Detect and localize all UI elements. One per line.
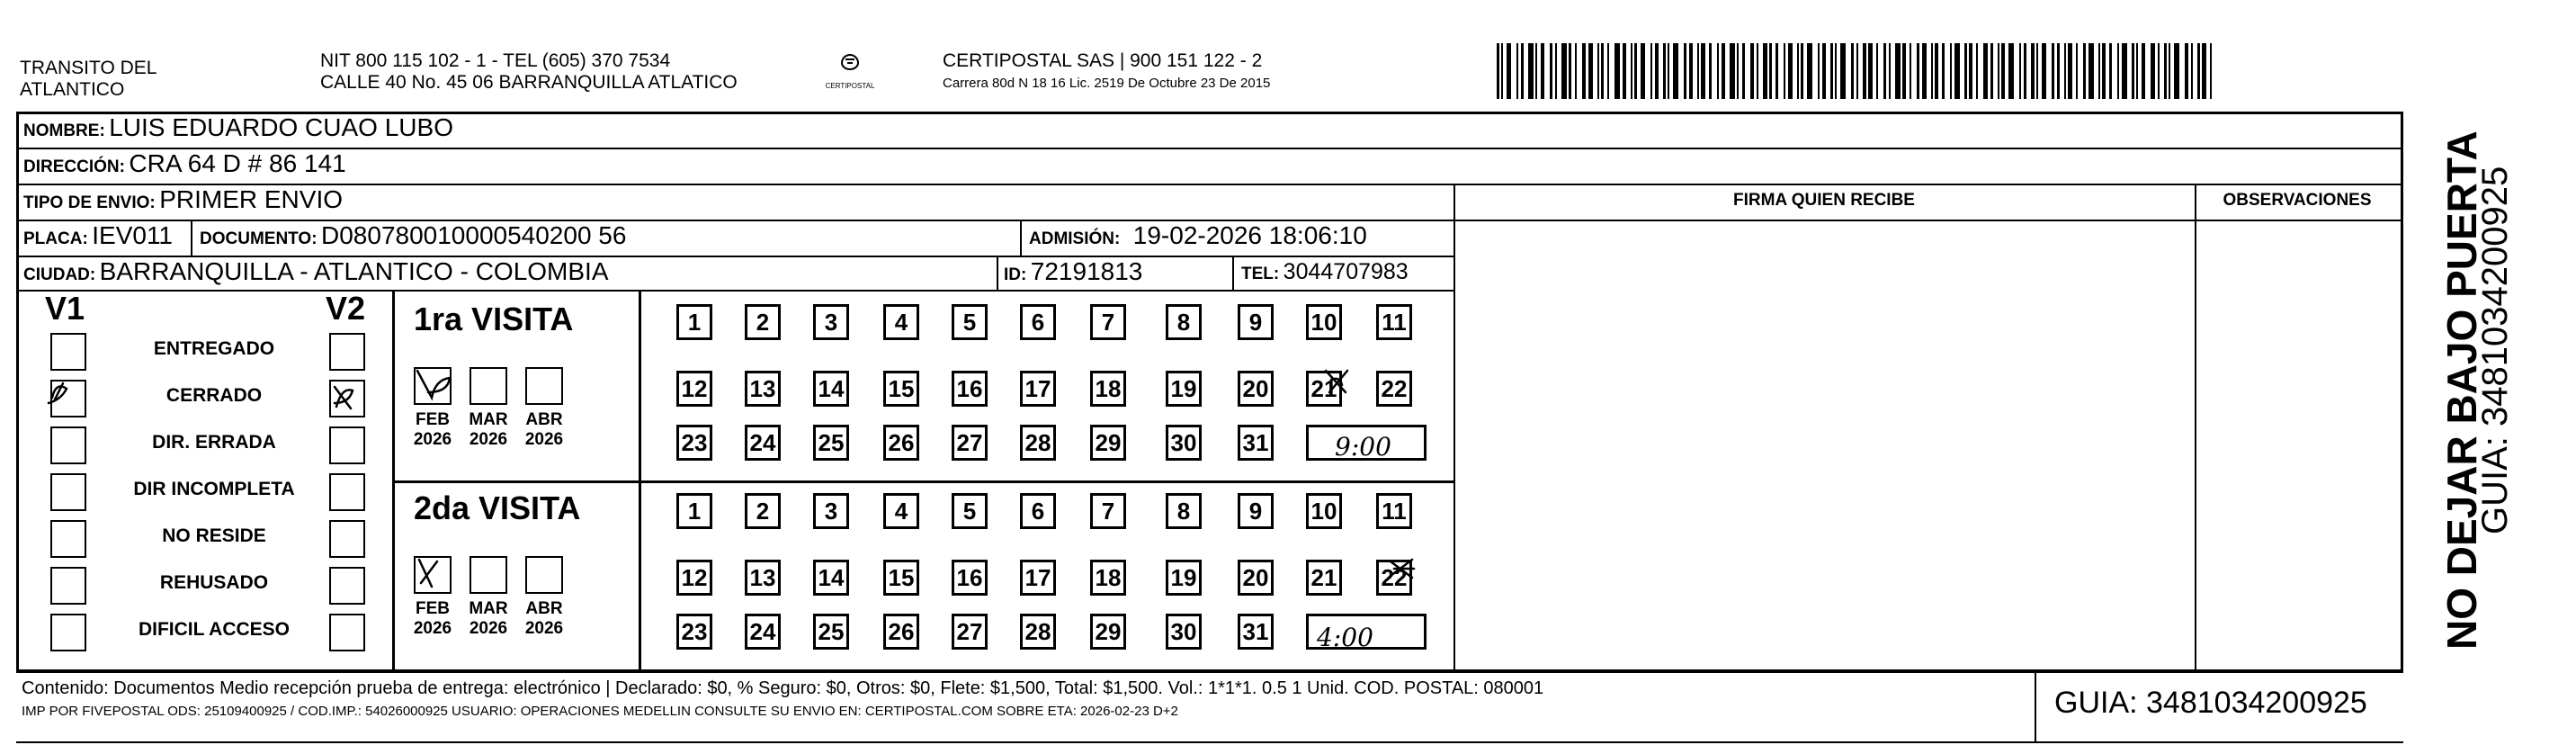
direccion-value: CRA 64 D # 86 141 bbox=[129, 149, 346, 177]
year-label: 2026 bbox=[469, 619, 508, 638]
barcode-bar bbox=[2008, 43, 2014, 99]
first-visit-title: 1ra VISITA bbox=[414, 301, 574, 337]
month-year bbox=[466, 599, 511, 639]
month-year bbox=[410, 599, 455, 639]
barcode-bar bbox=[2210, 43, 2212, 99]
barcode-bar bbox=[2036, 43, 2038, 99]
barcode-bar bbox=[1964, 43, 1967, 99]
barcode-bar bbox=[1516, 43, 1518, 99]
day-box[interactable]: 5 bbox=[952, 304, 988, 340]
v2-checkbox[interactable] bbox=[329, 380, 365, 417]
barcode-bar bbox=[2158, 43, 2160, 99]
month-year bbox=[410, 410, 455, 450]
barcode-bar bbox=[2197, 43, 2200, 99]
day-box[interactable]: 19 bbox=[1166, 371, 1202, 407]
day-box[interactable]: 26 bbox=[883, 614, 919, 650]
barcode-bar bbox=[1876, 43, 1878, 99]
barcode-bar bbox=[1709, 43, 1712, 99]
barcode-bar bbox=[2052, 43, 2054, 99]
barcode-bar bbox=[1717, 43, 1719, 99]
month-label: FEB bbox=[416, 599, 450, 618]
barcode-bar bbox=[1840, 43, 1846, 99]
side-text bbox=[2403, 112, 2520, 673]
sender-info bbox=[320, 50, 738, 94]
footer-guia: GUIA: 3481034200925 bbox=[2054, 686, 2367, 720]
day-box[interactable]: 1 bbox=[676, 304, 712, 340]
month-year bbox=[466, 410, 511, 450]
barcode-bar bbox=[1597, 43, 1599, 99]
ciudad-field bbox=[23, 257, 609, 286]
barcode bbox=[1497, 43, 2222, 99]
barcode-bar bbox=[1737, 43, 1739, 99]
month-checkbox[interactable] bbox=[414, 556, 452, 594]
month-label: MAR bbox=[469, 599, 508, 618]
day-box[interactable]: 19 bbox=[1166, 560, 1202, 596]
barcode-bar bbox=[2076, 43, 2078, 99]
barcode-bar bbox=[1856, 43, 1858, 99]
month-checkbox[interactable] bbox=[525, 367, 563, 405]
barcode-bar bbox=[1528, 43, 1534, 99]
barcode-bar bbox=[2042, 43, 2046, 99]
barcode-bar bbox=[1634, 43, 1637, 99]
day-box[interactable]: 13 bbox=[745, 371, 781, 407]
v1-label: V1 bbox=[45, 290, 85, 327]
barcode-bar bbox=[2024, 43, 2026, 99]
id-label: ID: bbox=[1004, 265, 1027, 284]
barcode-bar bbox=[1575, 43, 1577, 99]
barcode-bar bbox=[1684, 43, 1686, 99]
barcode-bar bbox=[1954, 43, 1960, 99]
documento-value: D080780010000540200 56 bbox=[321, 221, 627, 249]
barcode-bar bbox=[1697, 43, 1699, 99]
day-box[interactable]: 28 bbox=[1020, 614, 1056, 650]
barcode-bar bbox=[2064, 43, 2066, 99]
year-label: 2026 bbox=[413, 619, 452, 638]
barcode-bar bbox=[1507, 43, 1511, 99]
day-box[interactable]: 29 bbox=[1090, 614, 1126, 650]
day-box[interactable]: 30 bbox=[1166, 425, 1202, 461]
side-line1: NO DEJAR BAJO PUERTA bbox=[2438, 130, 2485, 650]
barcode-bar bbox=[1868, 43, 1873, 99]
barcode-bar bbox=[1501, 43, 1503, 99]
address-line: CALLE 40 No. 45 06 BARRANQUILLA ATLATICO bbox=[320, 72, 738, 93]
v1-checkbox[interactable] bbox=[50, 380, 86, 417]
company-info bbox=[943, 50, 1270, 92]
barcode-bar bbox=[2098, 43, 2100, 99]
direccion-label: DIRECCIÓN: bbox=[23, 157, 125, 176]
footer-contenido: Contenido: Documentos Medio recepción prueba de entrega: electrónico | Declarado: $0, % Seguro: $0, Otros: $0, Flete: $1,500, Total: $1,500. Vol.: 1*1*1. 0.5 1 Unid. COD. POSTAL: 080001 bbox=[22, 678, 1544, 698]
day-box[interactable]: 9 bbox=[1238, 304, 1274, 340]
nombre-field bbox=[23, 113, 453, 142]
barcode-bar bbox=[2169, 43, 2170, 99]
barcode-bar bbox=[1784, 43, 1785, 99]
day-box[interactable]: 1 bbox=[676, 493, 712, 529]
tel-value: 3044707983 bbox=[1283, 259, 1409, 284]
second-visit-title: 2da VISITA bbox=[414, 489, 581, 526]
barcode-bar bbox=[1655, 43, 1659, 99]
svg-text:4:00: 4:00 bbox=[1317, 623, 1373, 652]
barcode-bar bbox=[2109, 43, 2112, 99]
day-box[interactable]: 22 bbox=[1376, 371, 1412, 407]
v1-checkbox[interactable] bbox=[50, 473, 86, 511]
barcode-bar bbox=[2185, 43, 2188, 99]
month-label: ABR bbox=[525, 599, 563, 618]
barcode-bar bbox=[1607, 43, 1609, 99]
barcode-bar bbox=[1990, 43, 1993, 99]
id-value: 72191813 bbox=[1030, 257, 1143, 285]
day-box[interactable]: 8 bbox=[1166, 304, 1202, 340]
day-box[interactable]: 14 bbox=[813, 371, 849, 407]
barcode-bar bbox=[2089, 43, 2094, 99]
day-box[interactable]: 18 bbox=[1090, 560, 1126, 596]
barcode-bar bbox=[1935, 43, 1938, 99]
day-box[interactable]: 2 bbox=[745, 493, 781, 529]
day-box[interactable]: 21 bbox=[1306, 560, 1342, 596]
barcode-bar bbox=[1757, 43, 1758, 99]
barcode-bar bbox=[2132, 43, 2134, 99]
day-box[interactable]: 16 bbox=[952, 371, 988, 407]
day-box[interactable]: 10 bbox=[1306, 493, 1342, 529]
month-label: FEB bbox=[416, 410, 450, 429]
barcode-bar bbox=[2136, 43, 2138, 99]
status-label: DIR INCOMPLETA bbox=[133, 479, 295, 499]
v2-checkbox[interactable] bbox=[329, 567, 365, 605]
status-label: DIFICIL ACCESO bbox=[138, 619, 290, 640]
barcode-bar bbox=[1673, 43, 1678, 99]
company-line: CERTIPOSTAL SAS | 900 151 122 - 2 bbox=[943, 50, 1263, 71]
month-label: MAR bbox=[469, 410, 508, 429]
barcode-bar bbox=[1950, 43, 1952, 99]
day-box[interactable]: 12 bbox=[676, 560, 712, 596]
barcode-bar bbox=[1689, 43, 1693, 99]
v2-checkbox[interactable] bbox=[329, 473, 365, 511]
barcode-bar bbox=[1541, 43, 1544, 99]
footer-imp: IMP POR FIVEPOSTAL ODS: 25109400925 / COD.IMP.: 54026000925 USUARIO: OPERACIONES MEDELLIN CONSULTE SU ENVIO EN: CERTIPOSTAL.COM SOBRE ETA: 2026-02-23 D+2 bbox=[22, 704, 1178, 719]
v1-checkbox[interactable] bbox=[50, 614, 86, 651]
barcode-bar bbox=[1555, 43, 1557, 99]
year-label: 2026 bbox=[469, 430, 508, 449]
barcode-bar bbox=[2151, 43, 2155, 99]
day-box[interactable]: 9 bbox=[1238, 493, 1274, 529]
company-sub: Carrera 80d N 18 16 Lic. 2519 De Octubre 23 De 2015 bbox=[943, 76, 1271, 91]
barcode-bar bbox=[2068, 43, 2072, 99]
day-box[interactable]: 17 bbox=[1020, 371, 1056, 407]
barcode-bar bbox=[2174, 43, 2179, 99]
barcode-bar bbox=[1722, 43, 1725, 99]
tel-field bbox=[1241, 259, 1409, 285]
day-box[interactable]: 3 bbox=[813, 304, 849, 340]
hour-box[interactable] bbox=[1306, 614, 1427, 650]
v1-checkbox[interactable] bbox=[50, 520, 86, 558]
day-box[interactable]: 15 bbox=[883, 560, 919, 596]
day-box[interactable]: 5 bbox=[952, 493, 988, 529]
barcode-bar bbox=[1942, 43, 1945, 99]
nit-line: NIT 800 115 102 - 1 - TEL (605) 370 7534 bbox=[320, 50, 671, 71]
day-box[interactable]: 27 bbox=[952, 425, 988, 461]
side-line2: GUIA: 3481034200925 bbox=[2475, 166, 2515, 534]
day-box[interactable]: 2 bbox=[745, 304, 781, 340]
barcode-bar bbox=[1588, 43, 1593, 99]
nombre-value: LUIS EDUARDO CUAO LUBO bbox=[109, 113, 453, 141]
day-box[interactable]: 18 bbox=[1090, 371, 1126, 407]
nombre-label: NOMBRE: bbox=[23, 121, 105, 140]
barcode-bar bbox=[1883, 43, 1886, 99]
month-checkbox[interactable] bbox=[470, 367, 507, 405]
barcode-bar bbox=[1822, 43, 1826, 99]
v2-checkbox[interactable] bbox=[329, 333, 365, 371]
barcode-bar bbox=[1902, 43, 1906, 99]
status-label: CERRADO bbox=[165, 385, 263, 406]
barcode-bar bbox=[2142, 43, 2145, 99]
day-box[interactable]: 12 bbox=[676, 371, 712, 407]
barcode-bar bbox=[1917, 43, 1919, 99]
day-box[interactable]: 6 bbox=[1020, 304, 1056, 340]
barcode-bar bbox=[2083, 43, 2086, 99]
day-box[interactable]: 11 bbox=[1376, 304, 1412, 340]
direccion-field bbox=[23, 149, 346, 178]
year-label: 2026 bbox=[413, 430, 452, 449]
v1-checkbox[interactable] bbox=[50, 426, 86, 464]
barcode-bar bbox=[2001, 43, 2005, 99]
firma-header: FIRMA QUIEN RECIBE bbox=[1733, 191, 1915, 210]
barcode-bar bbox=[1775, 43, 1778, 99]
barcode-bar bbox=[1701, 43, 1705, 99]
day-box[interactable]: 17 bbox=[1020, 560, 1056, 596]
tipo-label: TIPO DE ENVIO: bbox=[23, 193, 156, 212]
status-label: NO RESIDE bbox=[162, 525, 266, 546]
barcode-bar bbox=[1668, 43, 1669, 99]
day-box[interactable]: 20 bbox=[1238, 371, 1274, 407]
v1-checkbox[interactable] bbox=[50, 567, 86, 605]
day-box[interactable]: 7 bbox=[1090, 304, 1126, 340]
barcode-bar bbox=[1851, 43, 1854, 99]
barcode-bar bbox=[1663, 43, 1666, 99]
barcode-bar bbox=[2122, 43, 2127, 99]
barcode-bar bbox=[1614, 43, 1620, 99]
admision-value: 19-02-2026 18:06:10 bbox=[1132, 221, 1367, 249]
barcode-bar bbox=[1807, 43, 1812, 99]
barcode-bar bbox=[1983, 43, 1988, 99]
barcode-bar bbox=[1521, 43, 1524, 99]
barcode-bar bbox=[2102, 43, 2106, 99]
barcode-bar bbox=[1601, 43, 1604, 99]
barcode-bar bbox=[1835, 43, 1837, 99]
barcode-bar bbox=[1550, 43, 1552, 99]
day-box[interactable]: 4 bbox=[883, 304, 919, 340]
day-box[interactable]: 26 bbox=[883, 425, 919, 461]
documento-field bbox=[200, 221, 626, 250]
barcode-bar bbox=[1910, 43, 1911, 99]
tel-label: TEL: bbox=[1241, 265, 1280, 283]
placa-label: PLACA: bbox=[23, 229, 88, 248]
barcode-bar bbox=[1863, 43, 1866, 99]
ciudad-value: BARRANQUILLA - ATLANTICO - COLOMBIA bbox=[99, 257, 609, 285]
barcode-bar bbox=[1931, 43, 1933, 99]
month-year bbox=[522, 599, 567, 639]
barcode-bar bbox=[1969, 43, 1972, 99]
day-box[interactable]: 7 bbox=[1090, 493, 1126, 529]
barcode-bar bbox=[2202, 43, 2206, 99]
placa-field bbox=[23, 221, 173, 250]
barcode-bar bbox=[1631, 43, 1632, 99]
barcode-bar bbox=[1889, 43, 1891, 99]
barcode-bar bbox=[1769, 43, 1772, 99]
hour-box[interactable] bbox=[1306, 425, 1427, 461]
barcode-bar bbox=[1569, 43, 1571, 99]
id-field bbox=[1004, 257, 1142, 286]
day-box[interactable]: 23 bbox=[676, 614, 712, 650]
day-box[interactable]: 6 bbox=[1020, 493, 1056, 529]
day-box[interactable]: 23 bbox=[676, 425, 712, 461]
day-box[interactable]: 24 bbox=[745, 425, 781, 461]
day-box[interactable]: 21 bbox=[1306, 371, 1342, 407]
day-box[interactable]: 8 bbox=[1166, 493, 1202, 529]
day-box[interactable]: 29 bbox=[1090, 425, 1126, 461]
day-box[interactable]: 25 bbox=[813, 425, 849, 461]
status-label: ENTREGADO bbox=[153, 338, 275, 359]
documento-label: DOCUMENTO: bbox=[200, 229, 318, 248]
barcode-bar bbox=[1623, 43, 1626, 99]
barcode-bar bbox=[1742, 43, 1745, 99]
svg-text:9:00: 9:00 bbox=[1335, 432, 1391, 462]
certipostal-logo-icon bbox=[820, 50, 880, 94]
day-box[interactable]: 22 bbox=[1376, 560, 1412, 596]
v2-label: V2 bbox=[326, 290, 366, 327]
barcode-bar bbox=[2191, 43, 2193, 99]
v2-checkbox[interactable] bbox=[329, 614, 365, 651]
barcode-bar bbox=[1801, 43, 1803, 99]
month-checkbox[interactable] bbox=[525, 556, 563, 594]
barcode-bar bbox=[1830, 43, 1833, 99]
svg-text:CERTIPOSTAL: CERTIPOSTAL bbox=[825, 82, 875, 90]
barcode-bar bbox=[1582, 43, 1586, 99]
barcode-bar bbox=[2164, 43, 2167, 99]
month-checkbox[interactable] bbox=[470, 556, 507, 594]
day-box[interactable]: 14 bbox=[813, 560, 849, 596]
v2-checkbox[interactable] bbox=[329, 426, 365, 464]
year-label: 2026 bbox=[524, 619, 564, 638]
barcode-bar bbox=[1922, 43, 1927, 99]
month-checkbox[interactable] bbox=[414, 367, 452, 405]
sender-name: TRANSITO DEL ATLANTICO bbox=[20, 58, 157, 100]
day-box[interactable]: 15 bbox=[883, 371, 919, 407]
status-label: REHUSADO bbox=[159, 572, 269, 593]
month-year bbox=[522, 410, 567, 450]
day-box[interactable]: 31 bbox=[1238, 614, 1274, 650]
day-box[interactable]: 16 bbox=[952, 560, 988, 596]
v2-checkbox[interactable] bbox=[329, 520, 365, 558]
barcode-bar bbox=[1497, 43, 1499, 99]
admision-field bbox=[1029, 221, 1367, 250]
day-box[interactable]: 11 bbox=[1376, 493, 1412, 529]
day-box[interactable]: 27 bbox=[952, 614, 988, 650]
barcode-bar bbox=[1561, 43, 1567, 99]
barcode-bar bbox=[1650, 43, 1652, 99]
year-label: 2026 bbox=[524, 430, 564, 449]
day-box[interactable]: 25 bbox=[813, 614, 849, 650]
barcode-bar bbox=[1535, 43, 1537, 99]
barcode-bar bbox=[1788, 43, 1793, 99]
day-box[interactable]: 4 bbox=[883, 493, 919, 529]
admision-label: ADMISIÓN: bbox=[1029, 229, 1121, 248]
barcode-bar bbox=[1641, 43, 1645, 99]
tipo-value: PRIMER ENVIO bbox=[159, 185, 344, 213]
day-box[interactable]: 24 bbox=[745, 614, 781, 650]
day-box[interactable]: 30 bbox=[1166, 614, 1202, 650]
status-label: DIR. ERRADA bbox=[152, 432, 276, 453]
barcode-bar bbox=[1750, 43, 1754, 99]
month-label: ABR bbox=[525, 410, 563, 429]
barcode-bar bbox=[2019, 43, 2021, 99]
barcode-bar bbox=[1998, 43, 1999, 99]
tipo-field bbox=[23, 185, 343, 214]
day-box[interactable]: 10 bbox=[1306, 304, 1342, 340]
barcode-bar bbox=[1895, 43, 1901, 99]
barcode-bar bbox=[2031, 43, 2035, 99]
day-box[interactable]: 28 bbox=[1020, 425, 1056, 461]
ciudad-label: CIUDAD: bbox=[23, 265, 96, 284]
day-box[interactable]: 3 bbox=[813, 493, 849, 529]
barcode-bar bbox=[1797, 43, 1799, 99]
observaciones-header: OBSERVACIONES bbox=[2223, 191, 2372, 210]
v1-checkbox[interactable] bbox=[50, 333, 86, 371]
day-box[interactable]: 13 bbox=[745, 560, 781, 596]
barcode-bar bbox=[2057, 43, 2060, 99]
day-box[interactable]: 31 bbox=[1238, 425, 1274, 461]
barcode-bar bbox=[1730, 43, 1735, 99]
barcode-bar bbox=[1976, 43, 1978, 99]
day-box[interactable]: 20 bbox=[1238, 560, 1274, 596]
barcode-bar bbox=[2117, 43, 2119, 99]
barcode-bar bbox=[1818, 43, 1820, 99]
placa-value: IEV011 bbox=[92, 221, 174, 249]
barcode-bar bbox=[1763, 43, 1767, 99]
